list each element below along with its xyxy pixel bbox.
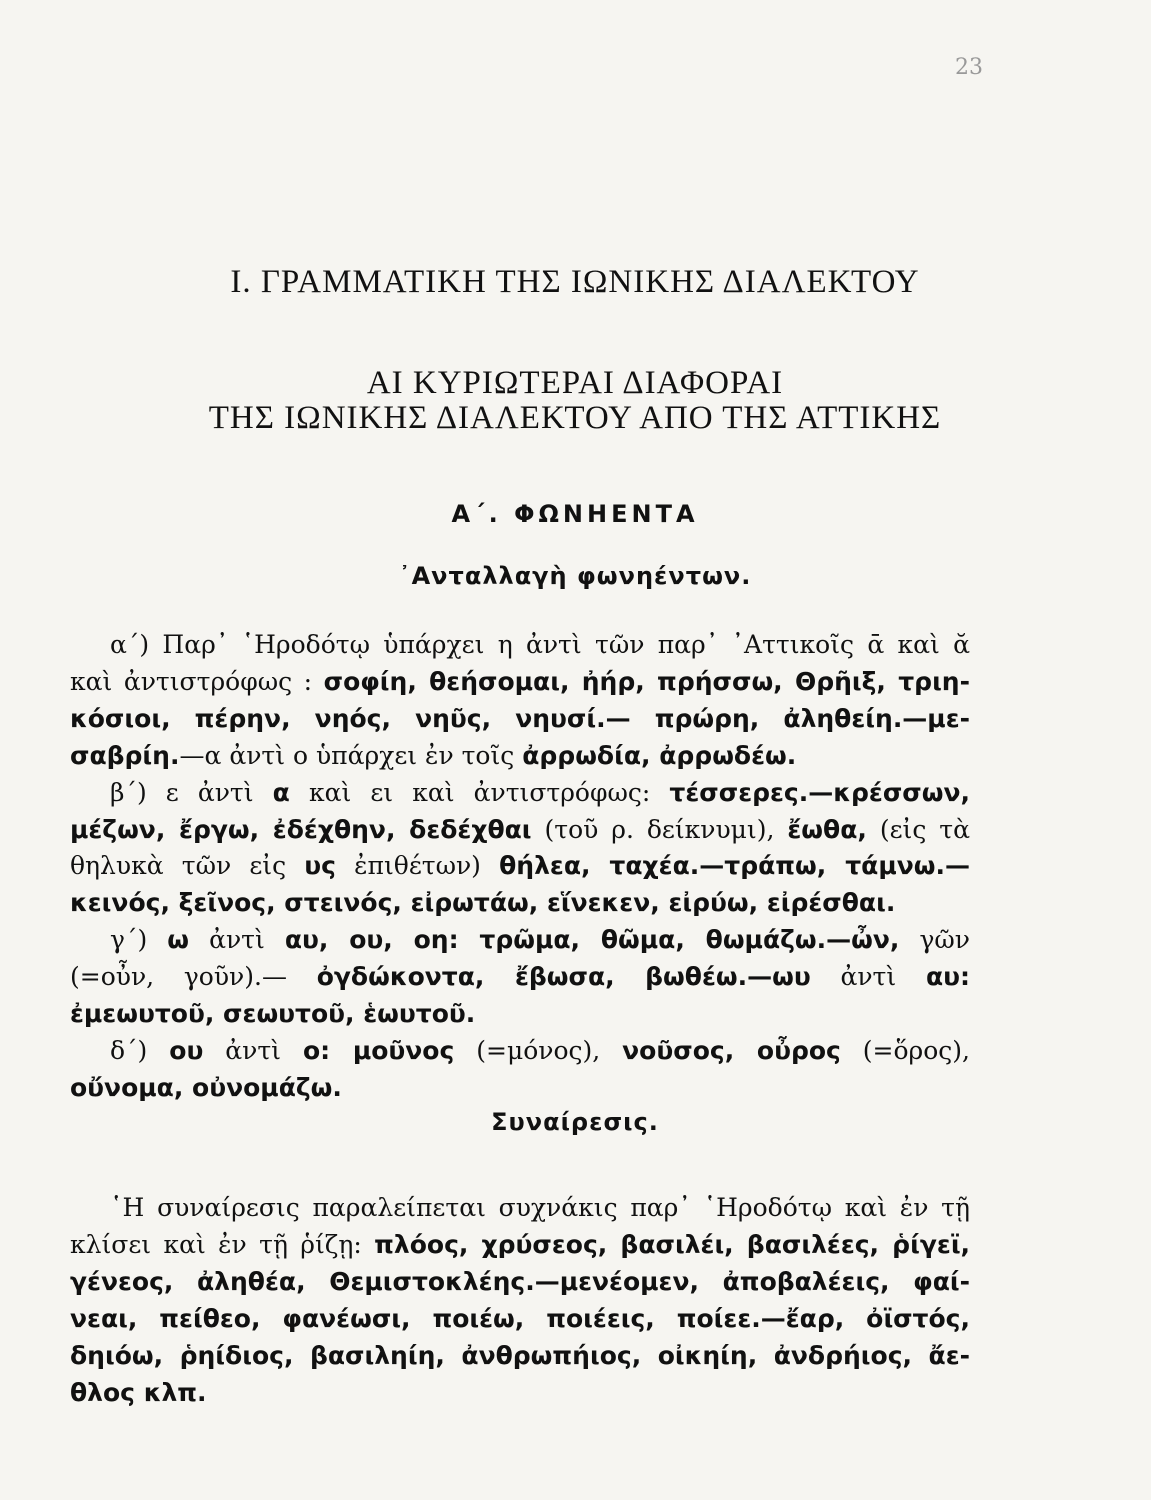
text-line: β΄) ε ἀντὶ α καὶ ει καὶ ἀντιστρόφως: τέσσερες.—κρέσσων,	[110, 778, 971, 807]
text-line: γ΄) ω ἀντὶ αυ, ου, οη: τρῶμα, θῶμα, θωμάζω.—ὦν, γῶν	[110, 925, 970, 954]
text-line: (=οὖν, γοῦν).— ὀγδώκοντα, ἔβωσα, βωθέω.—ωυ ἀντὶ αυ:	[70, 962, 971, 991]
text-line: ῾Η συναίρεσις παραλείπεται συχνάκις παρ᾿ ῾Ηροδότῳ καὶ ἐν τῇ	[110, 1193, 970, 1222]
text-line: μέζων, ἔργω, ἐδέχθην, δεδέχθαι (τοῦ ρ. δείκνυμι), ἔωθα, (εἰς τὰ	[70, 815, 971, 844]
text-line: α΄) Παρ᾿ ῾Ηροδότῳ ὑπάρχει η ἀντὶ τῶν παρ᾿ ᾿Αττικοῖς ᾱ καὶ ᾰ	[110, 630, 970, 659]
section-heading: Α΄. ΦΩΝΗΕΝΤΑ	[451, 500, 699, 528]
subsection-heading-contraction: Συναίρεσις.	[491, 1108, 659, 1136]
text-line: κλίσει καὶ ἐν τῇ ῥίζῃ: πλόος, χρύσεος, βασιλέι, βασιλέες, ῥίγεϊ,	[70, 1230, 970, 1259]
main-title: Ι. ΓΡΑΜΜΑΤΙΚΗ ΤΗΣ ΙΩΝΙΚΗΣ ΔΙΑΛΕΚΤΟΥ	[230, 264, 920, 300]
text-line: γένεος, ἀληθέα, Θεμιστοκλέης.—μενέομεν, ἀποβαλέεις, φαί-	[70, 1267, 970, 1296]
text-line: δηιόω, ῥηίδιος, βασιληίη, ἀνθρωπήιος, οἰκηίη, ἀνδρήιος, ἄε-	[70, 1341, 970, 1370]
text-line: οὔνομα, οὐνομάζω.	[70, 1073, 342, 1102]
text-line: νεαι, πείθεο, φανέωσι, ποιέω, ποιέεις, ποίεε.—ἔαρ, ὀϊστός,	[70, 1304, 970, 1333]
text-line: θλος κλπ.	[70, 1378, 207, 1407]
text-line: θηλυκὰ τῶν εἰς υς ἐπιθέτων) θήλεα, ταχέα.—τράπω, τάμνω.—	[70, 851, 970, 880]
page-number: 23	[955, 55, 983, 80]
subsection-heading-vowel-exchange: ᾿Ανταλλαγὴ φωνηέντων.	[398, 562, 752, 590]
text-line: δ΄) ου ἀντὶ ο: μοῦνος (=μόνος), νοῦσος, οὖρος (=ὅρος),	[110, 1036, 970, 1065]
text-line: καὶ ἀντιστρόφως : σοφίη, θεήσομαι, ἠήρ, πρήσσω, Θρῆιξ, τριη-	[70, 667, 970, 696]
text-line: κεινός, ξεῖνος, στεινός, εἰρωτάω, εἵνεκεν, εἰρύω, εἰρέσθαι.	[70, 888, 896, 917]
text-line: ἐμεωυτοῦ, σεωυτοῦ, ἑωυτοῦ.	[70, 999, 476, 1028]
text-line: κόσιοι, πέρην, νηός, νηῦς, νηυσί.— πρώρη, ἀληθείη.—με-	[70, 704, 970, 733]
subtitle-line-1: ΑΙ ΚΥΡΙΩΤΕΡΑΙ ΔΙΑΦΟΡΑΙ	[366, 365, 784, 401]
text-line: σαβρίη.—α ἀντὶ ο ὑπάρχει ἐν τοῖς ἀρρωδία, ἀρρωδέω.	[70, 741, 797, 770]
subtitle-line-2: ΤΗΣ ΙΩΝΙΚΗΣ ΔΙΑΛΕΚΤΟΥ ΑΠΟ ΤΗΣ ΑΤΤΙΚΗΣ	[208, 400, 942, 436]
